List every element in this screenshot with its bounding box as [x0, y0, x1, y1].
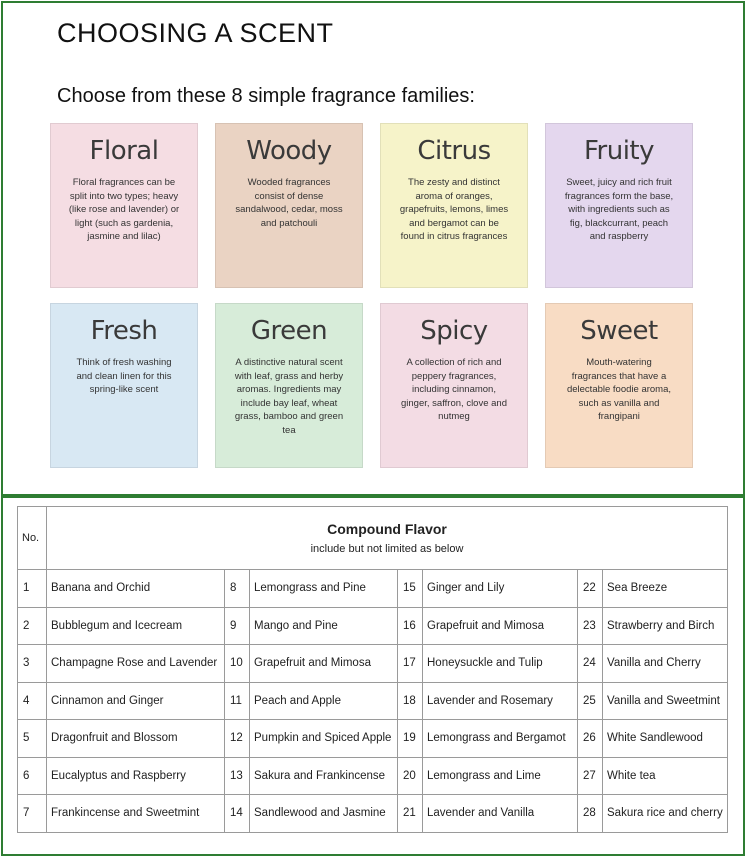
family-description: Floral fragrances can be split into two types; heavy (like rose and lavender) or light (such as gardenia, jasmine and lilac): [68, 177, 180, 242]
table-row: [18, 720, 728, 758]
flavor-name: Sakura and Frankincense: [250, 757, 398, 795]
flavor-number: 22: [578, 570, 603, 608]
flavor-name: Strawberry and Birch: [603, 607, 728, 645]
flavor-number: 27: [578, 757, 603, 795]
flavor-name: Grapefruit and Mimosa: [423, 607, 578, 645]
family-title: Woody: [246, 136, 332, 166]
flavor-number: 7: [18, 795, 47, 833]
table-row: [18, 757, 728, 795]
family-description: Wooded fragrances consist of dense sandalwood, cedar, moss and patchouli: [235, 177, 343, 229]
family-title: Green: [250, 316, 328, 346]
table-title: Compound Flavor: [327, 521, 447, 537]
table-row: [18, 795, 728, 833]
flavor-name: Lemongrass and Bergamot: [423, 720, 578, 758]
table-subtitle: include but not limited as below: [310, 543, 464, 555]
page-subtitle: Choose from these 8 simple fragrance families:: [57, 85, 475, 107]
flavor-number: 26: [578, 720, 603, 758]
flavor-number: 12: [225, 720, 250, 758]
flavor-name: Honeysuckle and Tulip: [423, 645, 578, 683]
table-header-row: [18, 507, 728, 570]
table-row: [18, 570, 728, 608]
flavor-number: 17: [398, 645, 423, 683]
family-description: A distinctive natural scent with leaf, grass and herby aromas. Ingredients may include bay leaf, wheat grass, bamboo and green tea: [234, 357, 344, 436]
family-card-citrus: [380, 123, 528, 288]
family-card-woody: [215, 123, 363, 288]
flavor-number: 9: [225, 607, 250, 645]
flavor-name: Ginger and Lily: [423, 570, 578, 608]
flavor-number: 1: [18, 570, 47, 608]
flavor-name: Bubblegum and Icecream: [47, 607, 225, 645]
family-title: Floral: [89, 136, 159, 166]
column-header-no: No.: [18, 507, 47, 570]
flavor-name: Peach and Apple: [250, 682, 398, 720]
family-description: The zesty and distinct aroma of oranges, grapefruits, lemons, limes and bergamot can be found in citrus fragrances: [399, 177, 509, 242]
page-title: CHOOSING A SCENT: [57, 18, 334, 48]
table-body: [18, 570, 728, 833]
family-title: Fruity: [583, 136, 655, 166]
flavor-name: Dragonfruit and Blossom: [47, 720, 225, 758]
flavor-number: 8: [225, 570, 250, 608]
flavor-number: 15: [398, 570, 423, 608]
flavor-name: Lemongrass and Pine: [250, 570, 398, 608]
flavor-number: 11: [225, 682, 250, 720]
flavor-name: Mango and Pine: [250, 607, 398, 645]
table-title-cell: [47, 507, 728, 570]
flavor-name: Sandlewood and Jasmine: [250, 795, 398, 833]
flavor-number: 14: [225, 795, 250, 833]
family-card-fresh: [50, 303, 198, 468]
flavor-name: White tea: [603, 757, 728, 795]
family-description: Sweet, juicy and rich fruit fragrances form the base, with ingredients such as fig, blackcurrant, peach and raspberry: [564, 177, 674, 242]
flavor-number: 3: [18, 645, 47, 683]
flavor-number: 18: [398, 682, 423, 720]
flavor-name: Lemongrass and Lime: [423, 757, 578, 795]
flavor-name: Banana and Orchid: [47, 570, 225, 608]
flavor-name: Lavender and Vanilla: [423, 795, 578, 833]
flavor-number: 23: [578, 607, 603, 645]
family-title: Sweet: [580, 316, 658, 346]
table-row: [18, 607, 728, 645]
family-card-floral: [50, 123, 198, 288]
flavor-number: 5: [18, 720, 47, 758]
table-row: [18, 645, 728, 683]
flavor-name: Vanilla and Cherry: [603, 645, 728, 683]
flavor-name: Vanilla and Sweetmint: [603, 682, 728, 720]
flavor-name: Frankincense and Sweetmint: [47, 795, 225, 833]
flavor-number: 20: [398, 757, 423, 795]
flavor-name: Cinnamon and Ginger: [47, 682, 225, 720]
family-title: Citrus: [417, 136, 491, 166]
flavor-name: White Sandlewood: [603, 720, 728, 758]
family-description: Mouth-watering fragrances that have a delectable foodie aroma, such as vanilla and frangipani: [566, 357, 672, 422]
flavor-name: Sea Breeze: [603, 570, 728, 608]
flavor-name: Eucalyptus and Raspberry: [47, 757, 225, 795]
family-title: Fresh: [90, 316, 158, 346]
flavor-name: Lavender and Rosemary: [423, 682, 578, 720]
flavor-name: Champagne Rose and Lavender: [47, 645, 225, 683]
flavor-number: 19: [398, 720, 423, 758]
family-description: Think of fresh washing and clean linen for this spring-like scent: [76, 357, 172, 395]
family-card-spicy: [380, 303, 528, 468]
family-description: A collection of rich and peppery fragrances, including cinnamon, ginger, saffron, clove and nutmeg: [401, 357, 507, 422]
flavor-number: 2: [18, 607, 47, 645]
flavor-name: Sakura rice and cherry: [603, 795, 728, 833]
table-row: [18, 682, 728, 720]
family-card-sweet: [545, 303, 693, 468]
flavor-number: 25: [578, 682, 603, 720]
flavor-number: 24: [578, 645, 603, 683]
flavor-number: 21: [398, 795, 423, 833]
flavor-number: 13: [225, 757, 250, 795]
flavor-number: 16: [398, 607, 423, 645]
compound-flavor-table-wrapper: [17, 506, 728, 833]
flavor-number: 6: [18, 757, 47, 795]
family-card-green: [215, 303, 363, 468]
family-title: Spicy: [420, 316, 488, 346]
flavor-number: 10: [225, 645, 250, 683]
compound-flavor-table: [17, 506, 728, 833]
flavor-number: 4: [18, 682, 47, 720]
flavor-name: Grapefruit and Mimosa: [250, 645, 398, 683]
flavor-number: 28: [578, 795, 603, 833]
flavor-name: Pumpkin and Spiced Apple: [250, 720, 398, 758]
family-card-fruity: [545, 123, 693, 288]
